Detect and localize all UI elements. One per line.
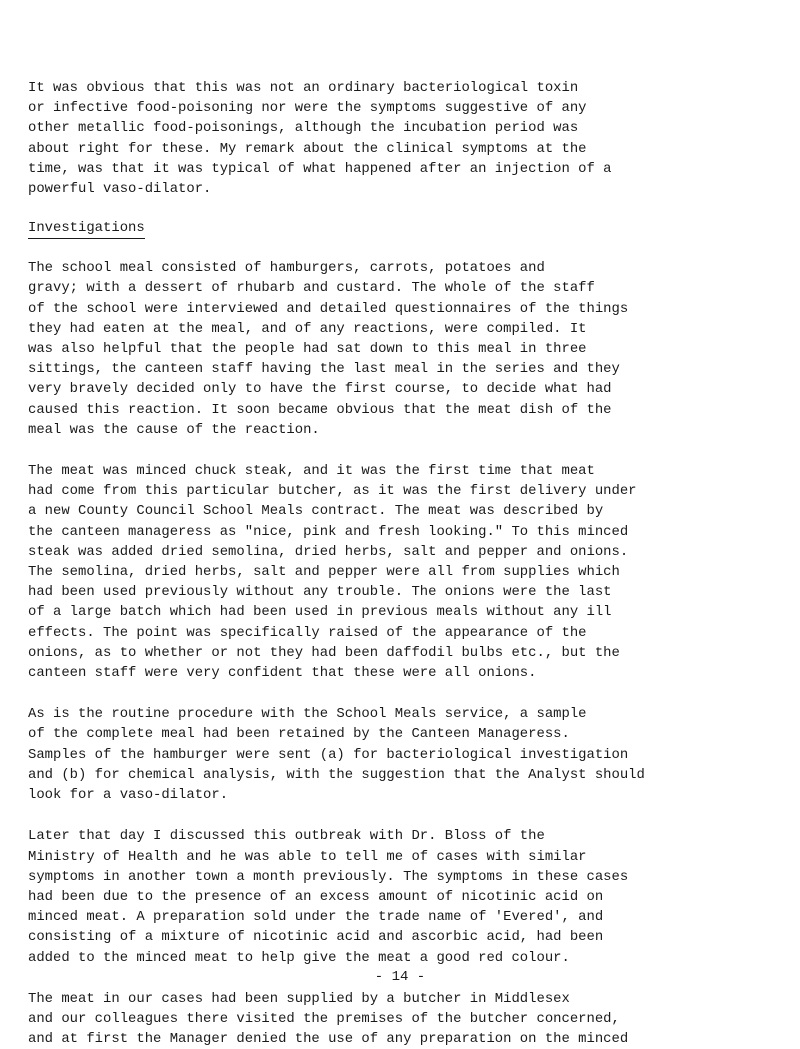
paragraph-samples: As is the routine procedure with the School Meals service, a sample of the complete meal had been retained by the Canteen Manageress. Samples of the hamburger were sent (a) for bacteriological investigation and (b) for chemical analysis, with the suggestion that the Analyst should look for a vaso-dilator.	[28, 706, 645, 804]
intro-paragraph: It was obvious that this was not an ordinary bacteriological toxin or infective food-poisoning nor were the symptoms suggestive of any other metallic food-poisonings, although the incubation period was about right for these. My remark about the clinical symptoms at the time, was that it was typical of what happened after an injection of a powerful vaso-dilator.	[28, 80, 612, 198]
paragraph-school-meal: The school meal consisted of hamburgers, carrots, potatoes and gravy; with a dessert of rhubarb and custard. The whole of the staff of the school were interviewed and detailed questionnaires of the things they had eaten at the meal, and of any reactions, were compiled. It was also helpful that the people had sat down to this meal in three sittings, the canteen staff having the last meal in the series and they very bravely decided only to have the first course, to decide what had caused this reaction. It soon became obvious that the meat dish of the meal was the cause of the reaction.	[28, 260, 629, 438]
paragraph-discussion: Later that day I discussed this outbreak with Dr. Bloss of the Ministry of Health and he was able to tell me of cases with similar symptoms in another town a month previously. The symptoms in these cases had been due to the presence of an excess amount of nicotinic acid on minced meat. A preparation sold under the trade name of 'Evered', and consisting of a mixture of nicotinic acid and ascorbic acid, had been added to the minced meat to help give the meat a good red colour.	[28, 828, 629, 966]
page-number: - 14 -	[374, 969, 426, 985]
paragraph-meat: The meat was minced chuck steak, and it was the first time that meat had come from this particular butcher, as it was the first delivery under a new County Council School Meals contract. The meat was described by the canteen manageress as "nice, pink and fresh looking." To this minced steak was added dried semolina, dried herbs, salt and pepper and onions. The semolina, dried herbs, salt and pepper were all from supplies which had been used previously without any trouble. The onions were the last of a large batch which had been used in previous meals without any ill effects. The point was specifically raised of the appearance of the onions, as to whether or not they had been daffodil bulbs etc., but the canteen staff were very confident that these were all onions.	[28, 463, 637, 682]
section-investigations	[28, 218, 758, 1049]
section-heading: Investigations	[28, 218, 145, 239]
document-page	[28, 78, 758, 1049]
paragraph-butcher: The meat in our cases had been supplied by a butcher in Middlesex and our colleagues there visited the premises of the butcher concerned, and at first the Manager denied the use of any preparation on the minced	[28, 990, 629, 1048]
